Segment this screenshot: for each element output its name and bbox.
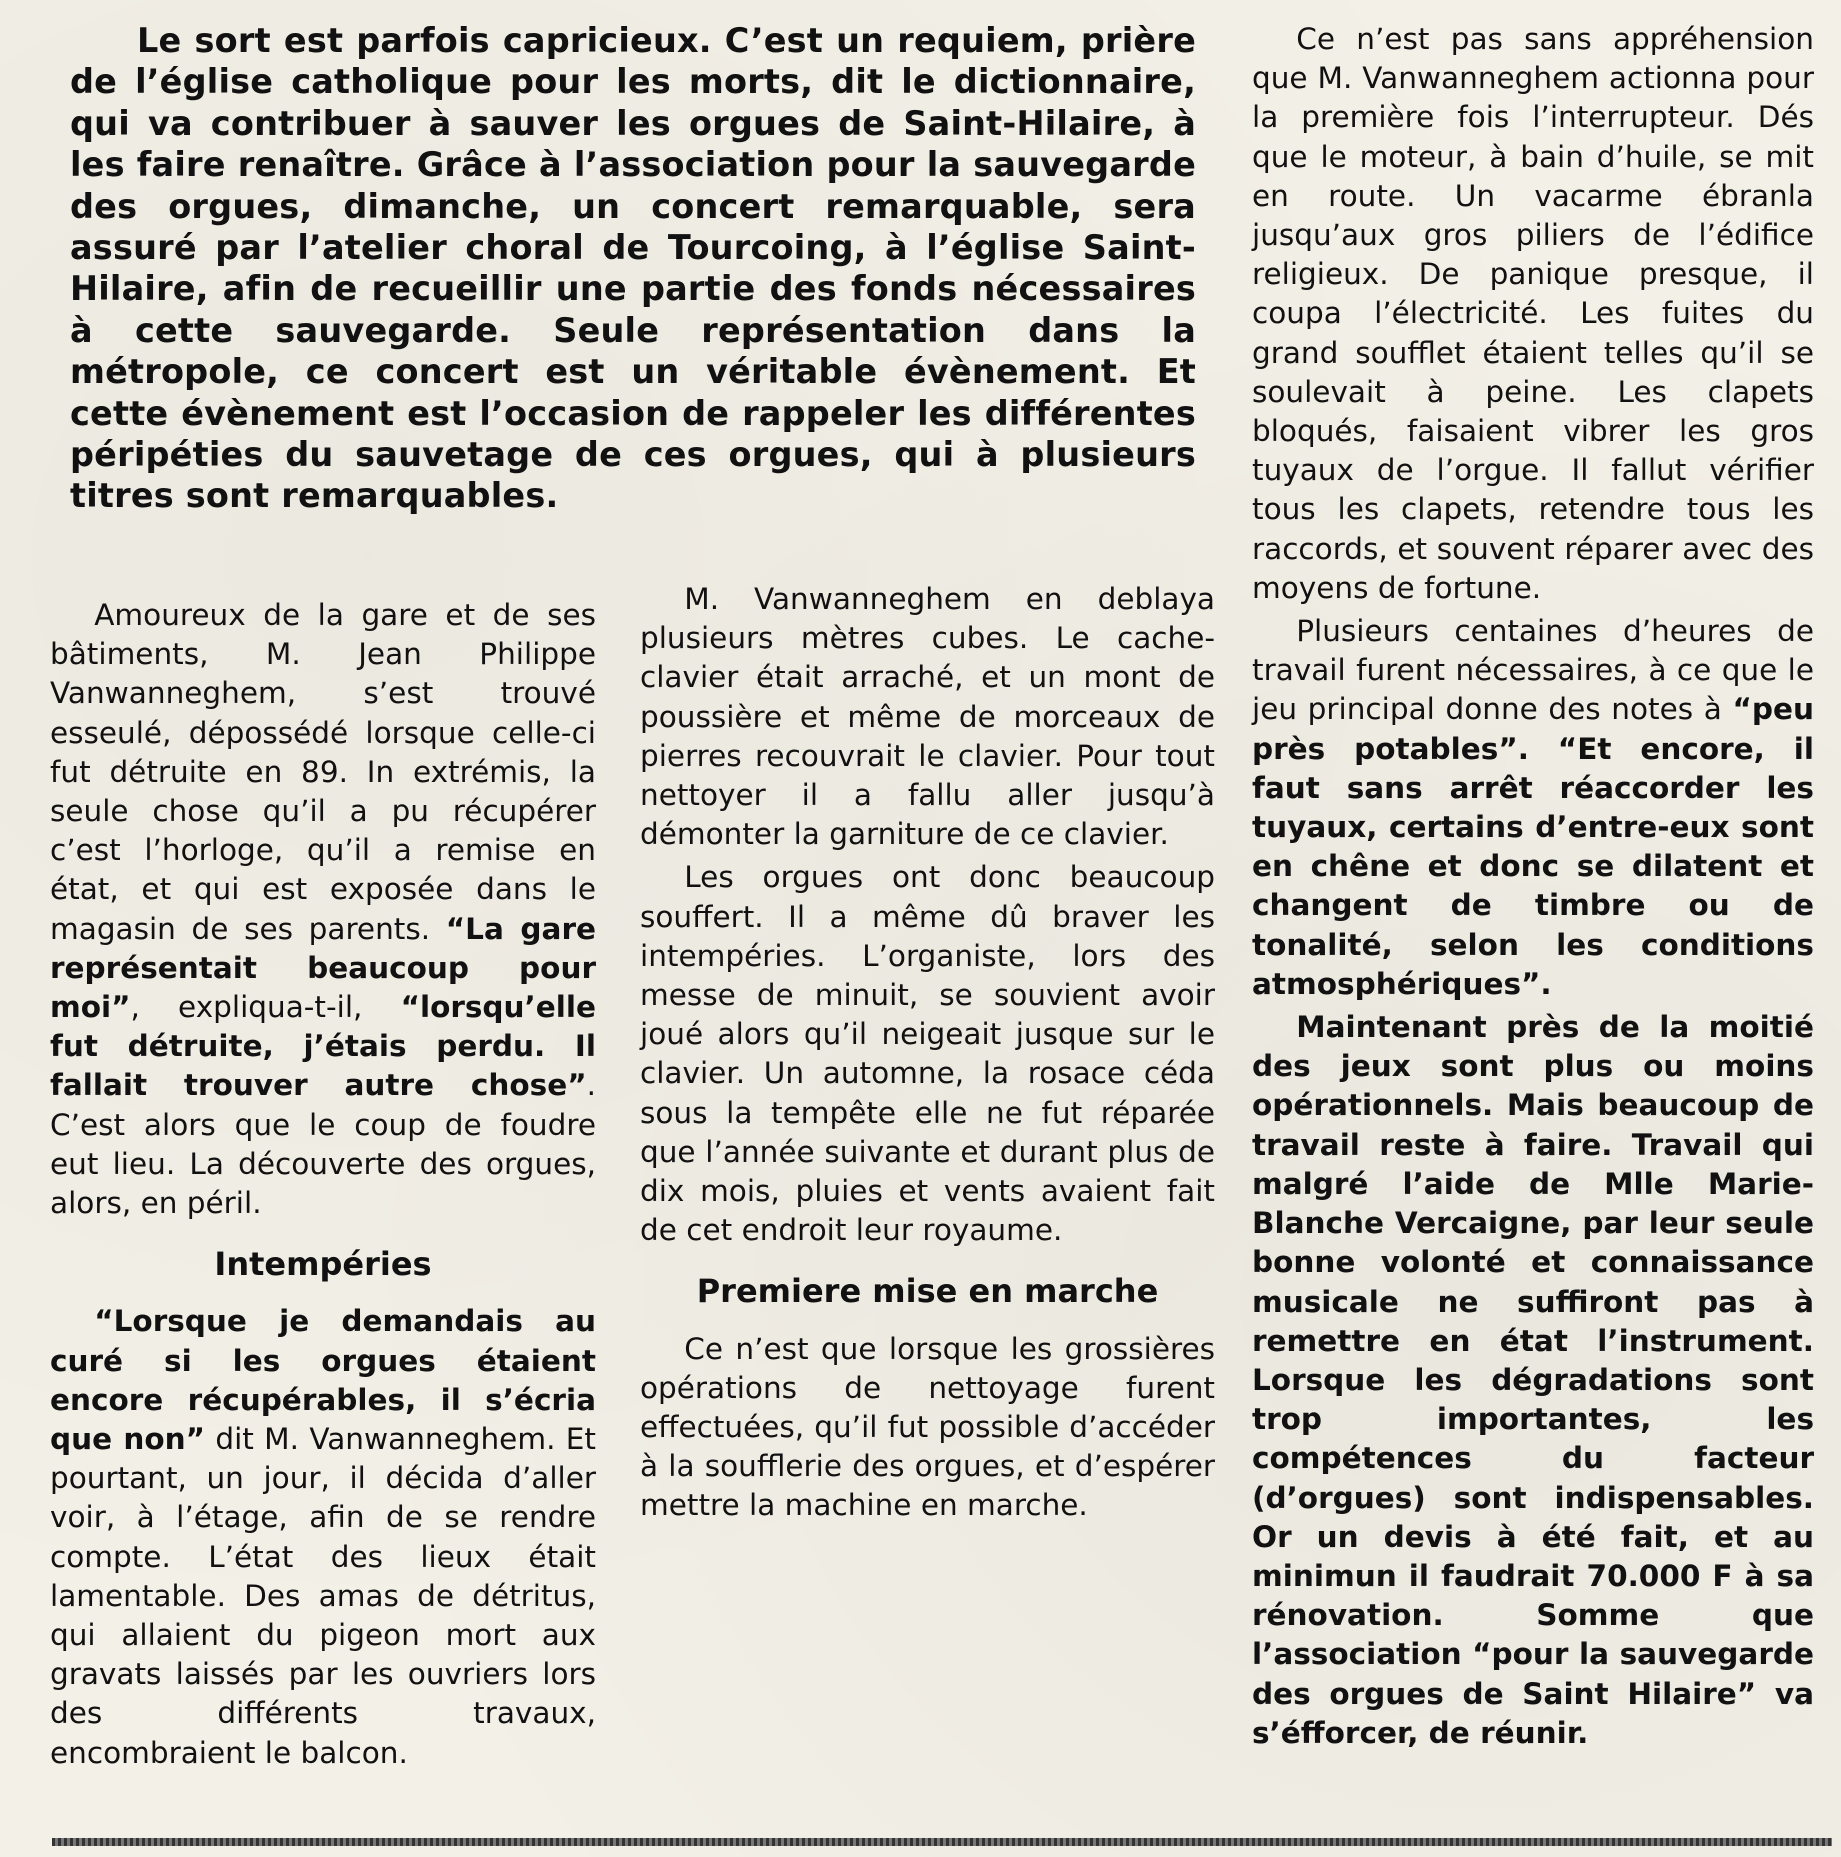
bottom-rule	[52, 1838, 1832, 1846]
column-1	[50, 596, 596, 1773]
col2-paragraph-1: M. Vanwanneghem en deblaya plusieurs mètres cubes. Le cache-clavier était arraché, et un mont de poussière et même de morceaux de pierres recouvrait le clavier. Pour tout nettoyer il a fallu aller jusqu’à démonter la garniture de ce clavier.	[640, 582, 1215, 852]
column-2	[640, 580, 1215, 1526]
col1-p1-quote-2: “lorsqu’elle fut détruite, j’étais perdu. Il fallait trouver autre chose”	[50, 990, 596, 1103]
column-3	[1252, 20, 1814, 1753]
col1-p2-text: dit M. Vanwanneghem. Et pourtant, un jour, il décida d’aller voir, à l’étage, afin de se rendre compte. L’état des lieux était lamentable. Des amas de détritus, qui allaient du pigeon mort aux gravats laissés par les ouvriers lors des différents travaux, encombraient le balcon.	[50, 1422, 596, 1770]
col3-p2-quote: “peu près potables”. “Et encore, il faut sans arrêt réaccorder les tuyaux, certains d’entre-eux sont en chêne et donc se dilatent et changent de timbre ou de tonalité, selon les conditions atmosphériques”.	[1252, 692, 1814, 1001]
subhead-intemperies: Intempéries	[214, 1245, 432, 1284]
col1-p2-quote: “Lorsque je demandais au curé si les orgues étaient encore récupérables, il s’écria que non”	[50, 1304, 596, 1457]
col3-p2-text: Plusieurs centaines d’heures de travail furent nécessaires, à ce que le jeu principal donne des notes à	[1252, 614, 1814, 727]
col2-paragraph-2: Les orgues ont donc beaucoup souffert. Il a même dû braver les intempéries. L’organiste, lors des messe de minuit, se souvient avoir joué alors qu’il neigeait jusque sur le clavier. Un automne, la rosace céda sous la tempête elle ne fut réparée que l’année suivante et durant plus de dix mois, pluies et vents avaient fait de cet endroit leur royaume.	[640, 860, 1215, 1248]
col1-paragraph-1	[50, 596, 596, 1223]
col2-paragraph-3: Ce n’est que lorsque les grossières opérations de nettoyage furent effectuées, qu’il fut possible d’accéder à la soufflerie des orgues, et d’espérer mettre la machine en marche.	[640, 1331, 1215, 1523]
col1-p1-quote-1: “La gare représentait beaucoup pour moi”	[50, 911, 596, 1025]
col1-paragraph-2	[50, 1302, 596, 1772]
col1-p1-text-e: . C’est alors que le coup de foudre eut lieu. La découverte des orgues, alors, en péril.	[50, 1068, 596, 1221]
subhead-premiere-mise-en-marche: Premiere mise en marche	[696, 1272, 1159, 1311]
lead-paragraph-block	[70, 20, 1196, 517]
col1-p1-text-a: Amoureux de la gare et de ses bâtiments, M. Jean Philippe Vanwanneghem, s’est trouvé esseulé, dépossédé lorsque celle-ci fut détruite en 89. In extrémis, la seule chose qu’il a pu récupérer c’est l’horloge, qu’il a remise en état, et qui est exposée dans le magasin de ses parents.	[50, 598, 596, 946]
col3-paragraph-3: Maintenant près de la moitié des jeux sont plus ou moins opérationnels. Mais beaucoup de travail reste à faire. Travail qui malgré l’aide de Mlle Marie-Blanche Vercaigne, par leur seule bonne volonté et connaissance musicale ne suffiront pas à remettre en état l’instrument. Lorsque les dégradations sont trop importantes, les compétences du facteur (d’orgues) sont indispensables. Or un devis à été fait, et au minimun il faudrait 70.000 F à sa rénovation. Somme que l’association “pour la sauvegarde des orgues de Saint Hilaire” va s’éfforcer, de réunir.	[1252, 1010, 1814, 1750]
lead-paragraph: Le sort est parfois capricieux. C’est un requiem, prière de l’église catholique pour les morts, dit le dictionnaire, qui va contribuer à sauver les orgues de Saint-Hilaire, à les faire renaître. Grâce à l’association pour la sauvegarde des orgues, dimanche, un concert remarquable, sera assuré par l’atelier choral de Tourcoing, à l’église Saint-Hilaire, afin de recueillir une partie des fonds nécessaires à cette sauvegarde. Seule représentation dans la métropole, ce concert est un véritable évènement. Et cette évènement est l’occasion de rappeler les différentes péripéties du sauvetage de ces orgues, qui à plusieurs titres sont remarquables.	[70, 21, 1196, 516]
col3-paragraph-1: Ce n’est pas sans appréhension que M. Vanwanneghem actionna pour la première fois l’interrupteur. Dés que le moteur, à bain d’huile, se mit en route. Un vacarme ébranla jusqu’aux gros piliers de l’édifice religieux. De panique presque, il coupa l’électricité. Les fuites du grand soufflet étaient telles qu’il se soulevait à peine. Les clapets bloqués, faisaient vibrer les gros tuyaux de l’orgue. Il fallut vérifier tous les clapets, retendre tous les raccords, et souvent réparer avec des moyens de fortune.	[1252, 22, 1814, 605]
col1-p1-text-c: , expliqua-t-il,	[130, 990, 401, 1025]
col3-paragraph-2	[1252, 612, 1814, 1004]
